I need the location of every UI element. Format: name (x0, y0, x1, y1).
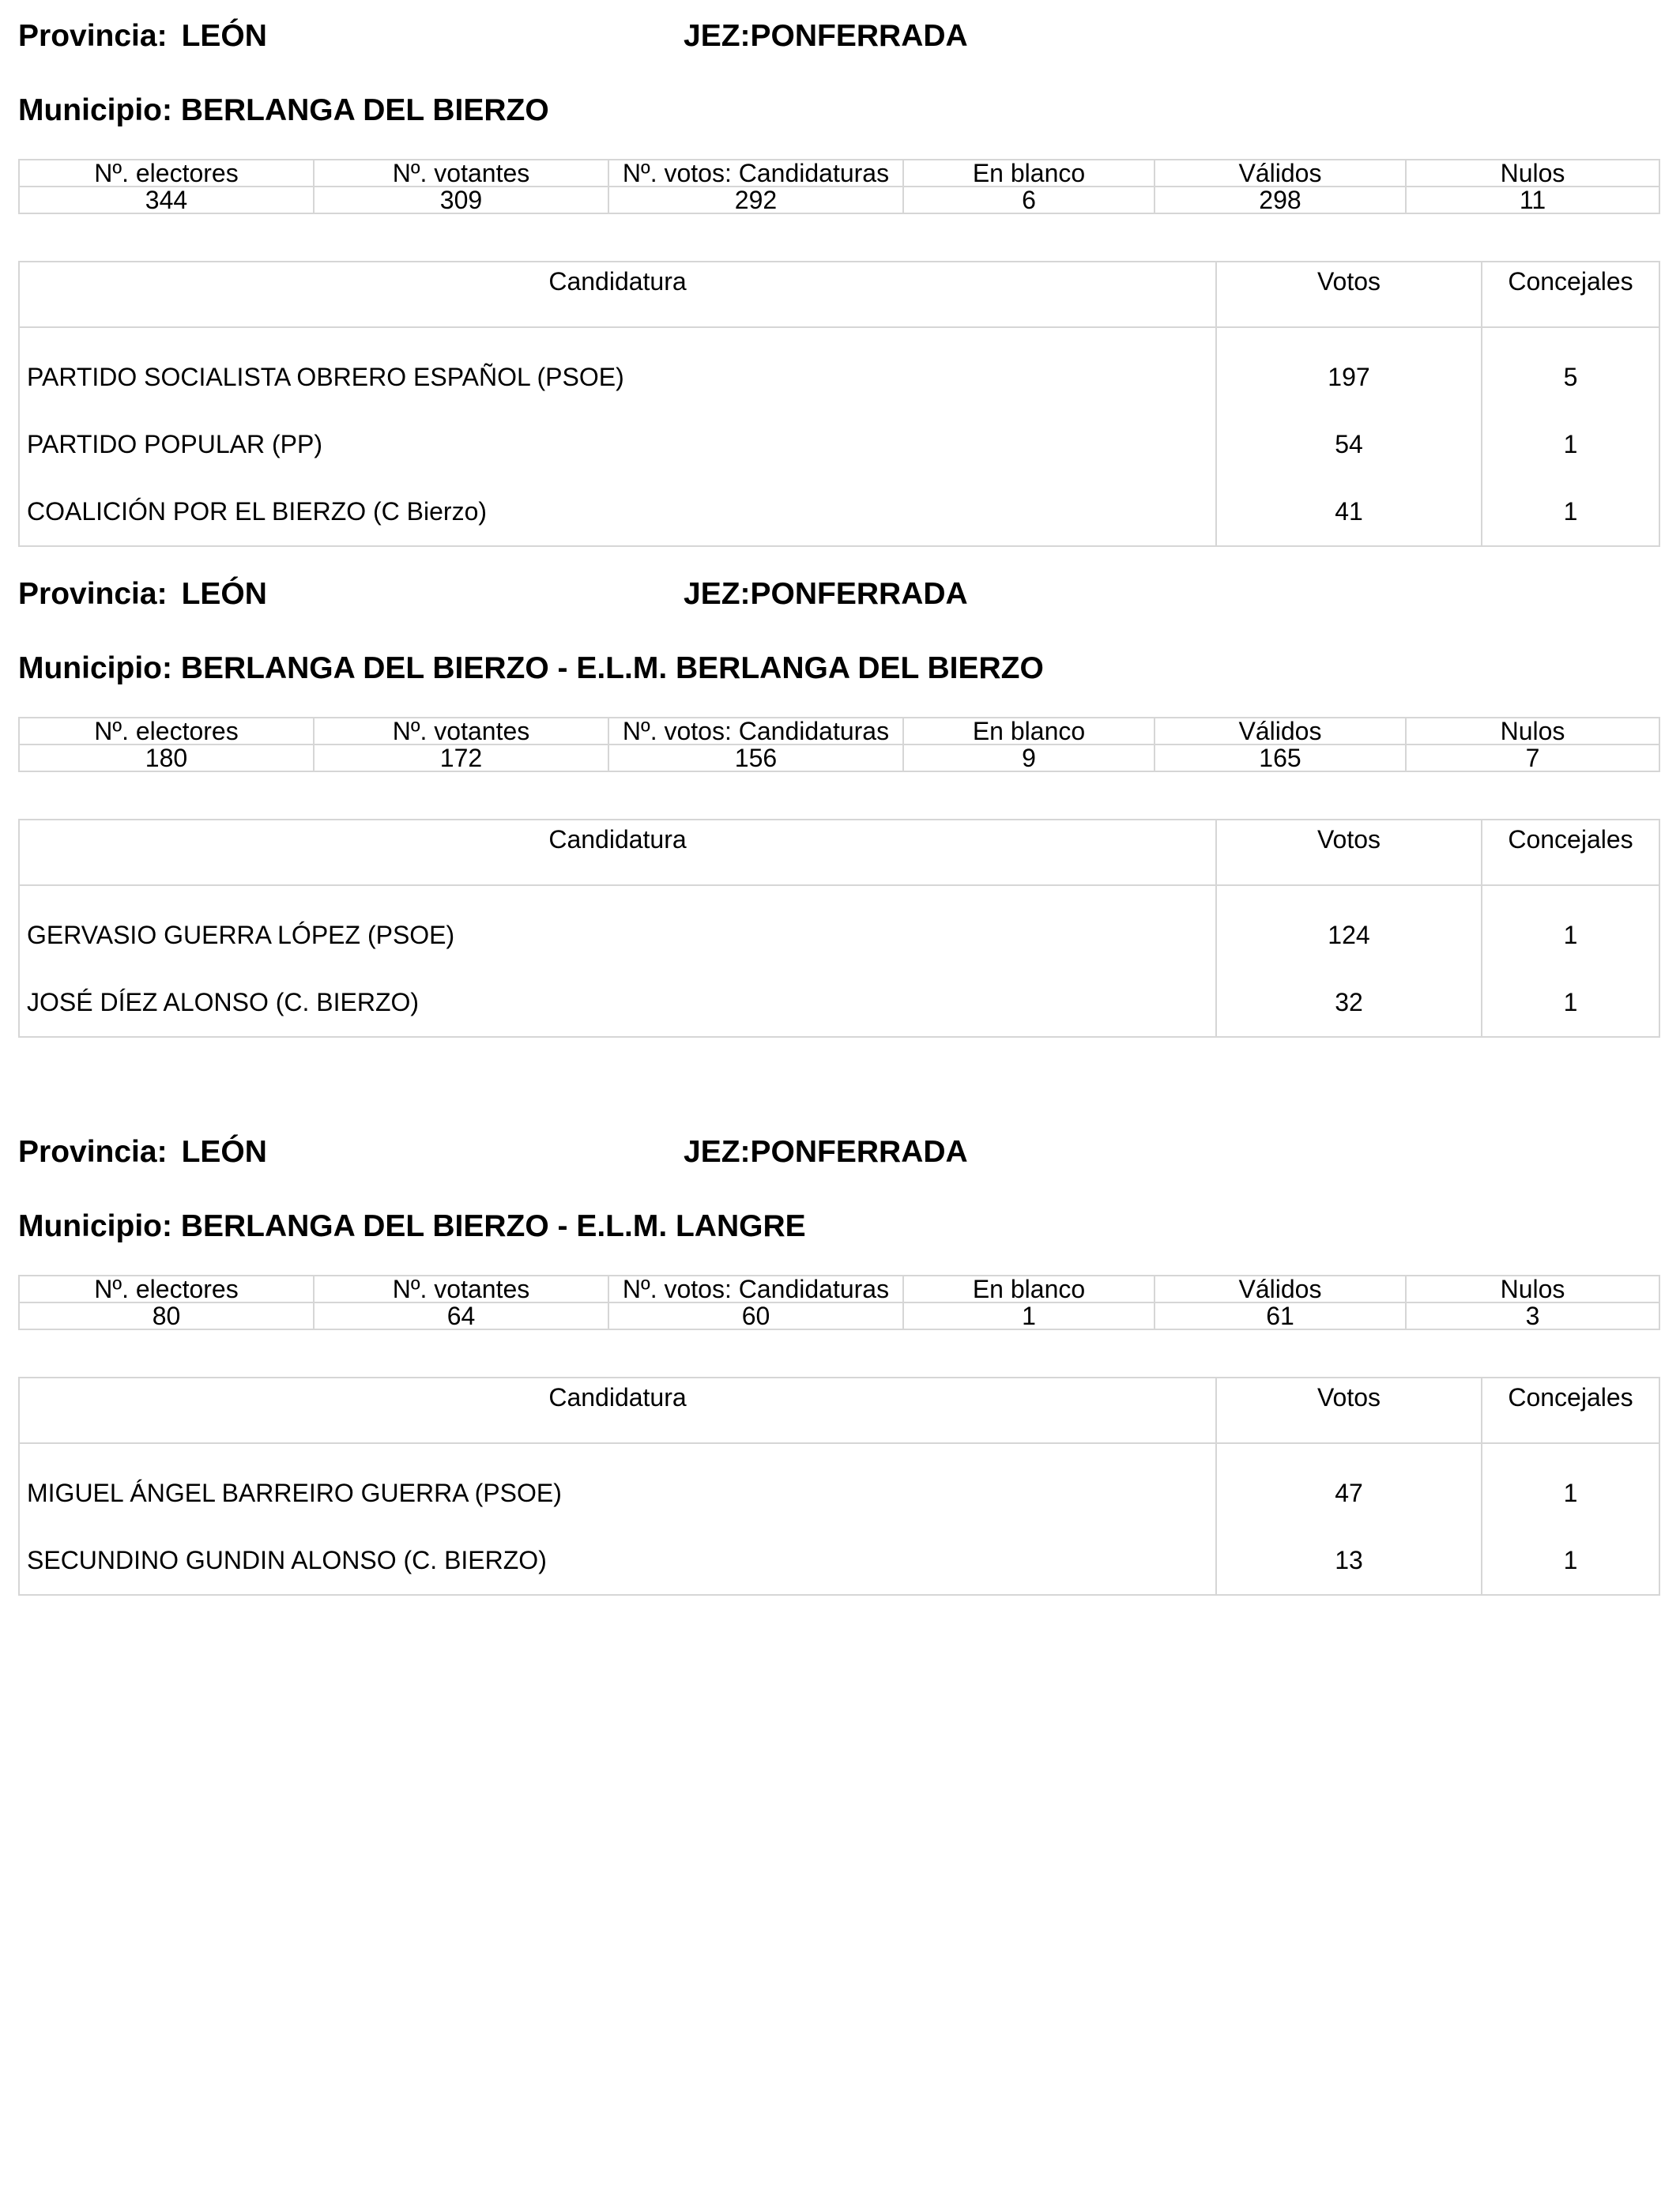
candidate-concejales: 1 (1482, 885, 1659, 969)
header-en-blanco: En blanco (903, 1276, 1155, 1302)
header-votos: Votos (1216, 262, 1482, 327)
candidate-name: JOSÉ DÍEZ ALONSO (C. BIERZO) (27, 988, 420, 1016)
candidate-votos: 47 (1216, 1443, 1482, 1527)
value-electores: 344 (19, 187, 314, 213)
jez-label: JEZ: (684, 577, 751, 611)
candidates-header-row (19, 820, 1659, 885)
provincia-label: Provincia: (18, 1135, 168, 1169)
value-en-blanco: 1 (903, 1302, 1155, 1329)
jez-value: PONFERRADA (750, 19, 968, 53)
candidate-name: PARTIDO POPULAR (PP) (27, 430, 322, 458)
header-electores: Nº. electores (19, 160, 314, 187)
summary-table (18, 1275, 1660, 1330)
candidate-concejales: 1 (1482, 1443, 1659, 1527)
candidate-votos: 32 (1216, 969, 1482, 1037)
candidates-header-row (19, 1378, 1659, 1443)
candidate-concejales: 1 (1482, 969, 1659, 1037)
candidate-concejales: 1 (1482, 411, 1659, 478)
value-votantes: 172 (314, 745, 608, 771)
value-validos: 298 (1155, 187, 1406, 213)
candidate-name: COALICIÓN POR EL BIERZO (C Bierzo) (27, 497, 488, 526)
provincia-value: LEÓN (181, 577, 267, 611)
summary-header-row (19, 1276, 1659, 1302)
header-validos: Válidos (1155, 160, 1406, 187)
candidate-votos: 197 (1216, 327, 1482, 411)
table-row (19, 969, 1659, 1037)
value-nulos: 3 (1406, 1302, 1659, 1329)
municipio-value: BERLANGA DEL BIERZO (180, 93, 549, 127)
candidate-concejales: 1 (1482, 478, 1659, 546)
candidate-concejales: 1 (1482, 1527, 1659, 1595)
provincia-line (18, 21, 267, 51)
header-nulos: Nulos (1406, 1276, 1659, 1302)
municipio-line (18, 95, 549, 126)
municipio-value: BERLANGA DEL BIERZO - E.L.M. LANGRE (180, 1209, 806, 1243)
header-votos-candidaturas: Nº. votos: Candidaturas (608, 1276, 903, 1302)
jez-label: JEZ: (684, 19, 751, 53)
header-en-blanco: En blanco (903, 160, 1155, 187)
header-votantes: Nº. votantes (314, 160, 608, 187)
header-nulos: Nulos (1406, 718, 1659, 745)
table-row (19, 1527, 1659, 1595)
header-electores: Nº. electores (19, 718, 314, 745)
value-nulos: 7 (1406, 745, 1659, 771)
candidate-votos: 124 (1216, 885, 1482, 969)
municipio-label: Municipio: (18, 651, 172, 685)
provincia-label: Provincia: (18, 19, 168, 53)
header-candidatura: Candidatura (19, 820, 1216, 885)
header-concejales: Concejales (1482, 262, 1659, 327)
value-en-blanco: 9 (903, 745, 1155, 771)
header-votos: Votos (1216, 1378, 1482, 1443)
table-row (19, 411, 1659, 478)
value-validos: 165 (1155, 745, 1406, 771)
value-electores: 80 (19, 1302, 314, 1329)
candidate-votos: 54 (1216, 411, 1482, 478)
header-candidatura: Candidatura (19, 1378, 1216, 1443)
municipio-label: Municipio: (18, 93, 172, 127)
value-votos-candidaturas: 60 (608, 1302, 903, 1329)
municipio-label: Municipio: (18, 1209, 172, 1243)
header-votos-candidaturas: Nº. votos: Candidaturas (608, 160, 903, 187)
candidates-table (18, 1377, 1660, 1596)
candidate-votos: 41 (1216, 478, 1482, 546)
provincia-line (18, 1137, 267, 1167)
header-concejales: Concejales (1482, 1378, 1659, 1443)
candidates-header-row (19, 262, 1659, 327)
header-votos-candidaturas: Nº. votos: Candidaturas (608, 718, 903, 745)
candidate-name: SECUNDINO GUNDIN ALONSO (C. BIERZO) (27, 1546, 547, 1574)
candidates-table (18, 261, 1660, 547)
value-votantes: 64 (314, 1302, 608, 1329)
candidate-name: MIGUEL ÁNGEL BARREIRO GUERRA (PSOE) (27, 1479, 562, 1507)
municipio-value: BERLANGA DEL BIERZO - E.L.M. BERLANGA DEL BIERZO (180, 651, 1044, 685)
header-nulos: Nulos (1406, 160, 1659, 187)
value-votos-candidaturas: 292 (608, 187, 903, 213)
provincia-line (18, 579, 267, 609)
header-en-blanco: En blanco (903, 718, 1155, 745)
value-electores: 180 (19, 745, 314, 771)
header-votantes: Nº. votantes (314, 1276, 608, 1302)
summary-header-row (19, 718, 1659, 745)
provincia-value: LEÓN (181, 19, 267, 53)
provincia-label: Provincia: (18, 577, 168, 611)
jez-line (684, 579, 968, 609)
provincia-value: LEÓN (181, 1135, 267, 1169)
summary-table (18, 717, 1660, 772)
jez-value: PONFERRADA (750, 1135, 968, 1169)
candidates-table (18, 819, 1660, 1038)
value-en-blanco: 6 (903, 187, 1155, 213)
value-nulos: 11 (1406, 187, 1659, 213)
jez-label: JEZ: (684, 1135, 751, 1169)
summary-table (18, 159, 1660, 214)
header-validos: Válidos (1155, 1276, 1406, 1302)
header-validos: Válidos (1155, 718, 1406, 745)
jez-line (684, 1137, 968, 1167)
table-row (19, 1443, 1659, 1527)
municipio-line (18, 1211, 806, 1242)
summary-value-row (19, 745, 1659, 771)
table-row (19, 885, 1659, 969)
header-votos: Votos (1216, 820, 1482, 885)
table-row (19, 478, 1659, 546)
summary-value-row (19, 1302, 1659, 1329)
jez-value: PONFERRADA (750, 577, 968, 611)
municipio-line (18, 653, 1044, 684)
value-validos: 61 (1155, 1302, 1406, 1329)
header-concejales: Concejales (1482, 820, 1659, 885)
table-row (19, 327, 1659, 411)
candidate-name: GERVASIO GUERRA LÓPEZ (PSOE) (27, 921, 455, 949)
header-votantes: Nº. votantes (314, 718, 608, 745)
summary-header-row (19, 160, 1659, 187)
value-votos-candidaturas: 156 (608, 745, 903, 771)
jez-line (684, 21, 968, 51)
value-votantes: 309 (314, 187, 608, 213)
summary-value-row (19, 187, 1659, 213)
candidate-concejales: 5 (1482, 327, 1659, 411)
candidate-name: PARTIDO SOCIALISTA OBRERO ESPAÑOL (PSOE) (27, 363, 624, 391)
header-candidatura: Candidatura (19, 262, 1216, 327)
candidate-votos: 13 (1216, 1527, 1482, 1595)
header-electores: Nº. electores (19, 1276, 314, 1302)
